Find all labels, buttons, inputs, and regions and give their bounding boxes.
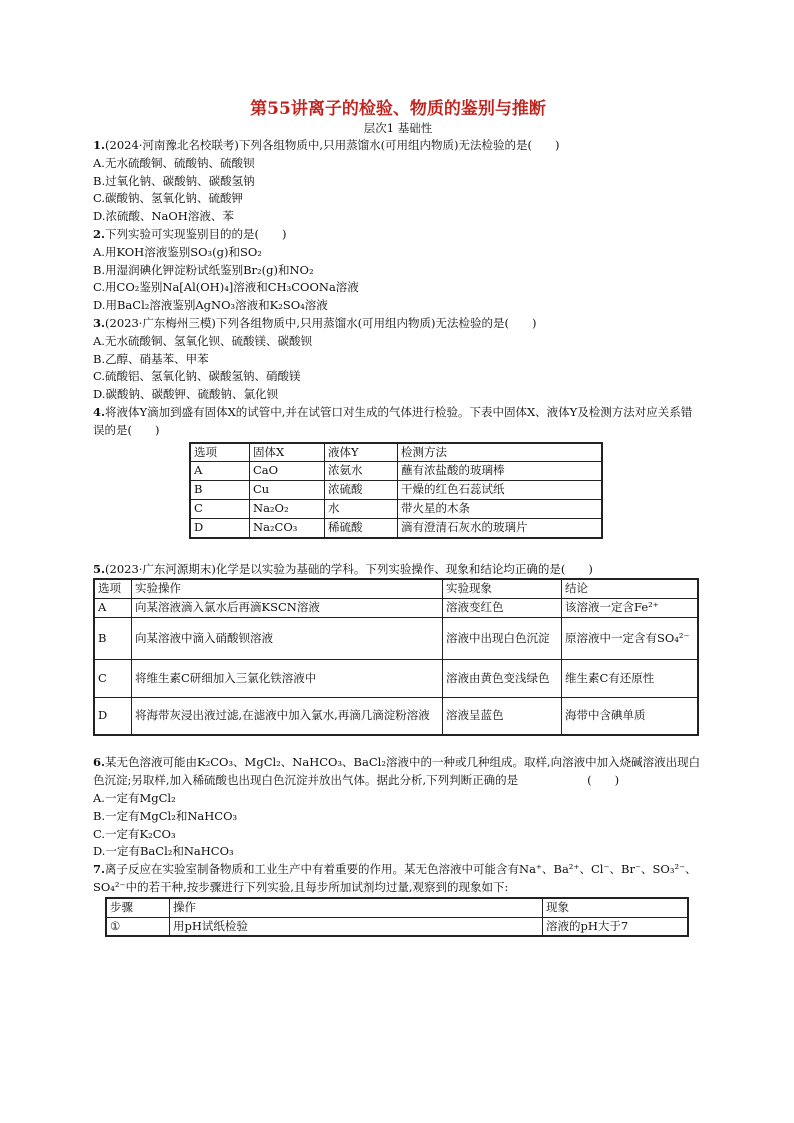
option-a: A.用KOH溶液鉴别SO₃(g)和SO₂ (93, 244, 262, 259)
table-cell: 该溶液一定含Fe²⁺ (562, 599, 699, 618)
table-header-cell: 液体Y (325, 443, 398, 462)
document-page (93, 98, 703, 937)
question-number: 7. (93, 862, 106, 877)
table-cell: 海带中含碘单质 (562, 697, 699, 735)
question-5 (93, 561, 703, 737)
question-stem: 下列实验可实现鉴别目的的是( ) (105, 226, 287, 241)
question-number: 1. (93, 138, 106, 152)
table-row (94, 697, 698, 735)
question-stem: 某无色溶液可能由K₂CO₃、MgCl₂、NaHCO₃、BaCl₂溶液中的一种或几种组成。取样,向溶液中加入烧碱溶液出现白色沉淀;另取样,加入稀硫酸也出现白色沉淀并放出气体。据此分析,下列判断正确的是 ( ) (93, 755, 701, 788)
option-d: D.浓硫酸、NaOH溶液、苯 (93, 209, 234, 224)
question-stem: 将液体Y滴加到盛有固体X的试管中,并在试管口对生成的气体进行检验。下表中固体X、液体Y及检测方法对应关系错误的是( ) (93, 404, 693, 437)
table-cell: 蘸有浓盐酸的玻璃棒 (398, 462, 603, 481)
option-d: D.碳酸钠、碳酸钾、硫酸钠、氯化钡 (93, 387, 278, 402)
table-row (190, 518, 602, 537)
table-cell: D (94, 697, 132, 735)
table-header-cell: 步骤 (106, 898, 170, 917)
table-row (190, 462, 602, 481)
option-c: C.碳酸钠、氢氧化钠、硫酸钾 (93, 191, 244, 206)
question-number: 2. (93, 226, 106, 241)
question-number: 3. (93, 315, 106, 330)
table-cell: 溶液变红色 (443, 599, 562, 618)
question-6 (93, 754, 703, 861)
option-a: A.无水硫酸铜、氢氧化钡、硫酸镁、碳酸钡 (93, 333, 312, 348)
table-cell: 浓硫酸 (325, 481, 398, 500)
question-number: 5. (93, 561, 106, 576)
table-header-row (190, 443, 602, 462)
option-d: D.用BaCl₂溶液鉴别AgNO₃溶液和K₂SO₄溶液 (93, 298, 328, 313)
option-d: D.一定有BaCl₂和NaHCO₃ (93, 844, 234, 859)
table-header-cell: 选项 (94, 579, 132, 598)
page-subtitle: 层次1 基础性 (363, 121, 433, 135)
table-header-cell: 操作 (170, 898, 543, 917)
question-number: 6. (93, 755, 106, 770)
table-cell: 溶液的pH大于7 (543, 917, 689, 936)
table-q5 (93, 578, 699, 736)
table-header-cell: 实验操作 (132, 579, 443, 598)
table-cell: A (190, 462, 250, 481)
table-cell: 稀硫酸 (325, 518, 398, 537)
table-cell: A (94, 599, 132, 618)
table-header-row (94, 579, 698, 598)
spacer (93, 539, 703, 561)
table-cell: B (190, 481, 250, 500)
option-c: C.硫酸铝、氢氧化钠、碳酸氢钠、硝酸镁 (93, 369, 301, 384)
table-cell: 水 (325, 499, 398, 518)
option-c: C.用CO₂鉴别Na[Al(OH)₄]溶液和CH₃COONa溶液 (93, 280, 359, 295)
table-cell: 向某溶液中滴入硝酸钡溶液 (132, 617, 443, 659)
table-cell: Na₂CO₃ (250, 518, 325, 537)
table-cell: 用pH试纸检验 (170, 917, 543, 936)
question-2 (93, 226, 703, 315)
table-header-cell: 结论 (562, 579, 699, 598)
table-cell: 干燥的红色石蕊试纸 (398, 481, 603, 500)
table-header-row (106, 898, 688, 917)
option-a: A.一定有MgCl₂ (93, 791, 176, 806)
table-cell: 原溶液中一定含有SO₄²⁻ (562, 617, 699, 659)
table-header-cell: 实验现象 (443, 579, 562, 598)
table-cell: 溶液中出现白色沉淀 (443, 617, 562, 659)
question-4 (93, 404, 703, 539)
question-1 (93, 137, 703, 226)
option-b: B.一定有MgCl₂和NaHCO₃ (93, 808, 238, 823)
table-cell: CaO (250, 462, 325, 481)
table-cell: B (94, 617, 132, 659)
table-row (106, 917, 688, 936)
table-cell: ① (106, 917, 170, 936)
table-header-cell: 选项 (190, 443, 250, 462)
question-stem: 离子反应在实验室制备物质和工业生产中有着重要的作用。某无色溶液中可能含有Na⁺、Ba²⁺、Cl⁻、Br⁻、SO₃²⁻、SO₄²⁻中的若干种,按步骤进行下列实验,且每步所加试剂均过量,观察到的现象如下: (93, 862, 697, 894)
table-row (94, 659, 698, 697)
table-row (94, 617, 698, 659)
table-cell: C (94, 659, 132, 697)
table-header-cell: 检测方法 (398, 443, 603, 462)
table-cell: 滴有澄清石灰水的玻璃片 (398, 518, 603, 537)
question-stem: (2023·广东河源期末)化学是以实验为基础的学科。下列实验操作、现象和结论均正确的是( ) (105, 561, 593, 576)
page-title: 第55讲离子的检验、物质的鉴别与推断 (250, 99, 546, 119)
question-number: 4. (93, 404, 106, 419)
question-7 (93, 861, 703, 937)
table-header-cell: 现象 (543, 898, 689, 917)
table-cell: 溶液由黄色变浅绿色 (443, 659, 562, 697)
table-cell: 带火星的木条 (398, 499, 603, 518)
option-a: A.无水硫酸铜、硫酸钠、硫酸钡 (93, 155, 255, 170)
table-row (190, 499, 602, 518)
table-cell: C (190, 499, 250, 518)
question-3 (93, 315, 703, 404)
table-row (94, 599, 698, 618)
option-b: B.用湿润碘化钾淀粉试纸鉴别Br₂(g)和NO₂ (93, 262, 314, 277)
option-c: C.一定有K₂CO₃ (93, 826, 176, 841)
question-stem: (2023·广东梅州三模)下列各组物质中,只用蒸馏水(可用组内物质)无法检验的是( ) (105, 315, 537, 330)
spacer (93, 736, 703, 754)
question-stem: (2024·河南豫北名校联考)下列各组物质中,只用蒸馏水(可用组内物质)无法检验的是( ) (105, 138, 560, 152)
table-cell: 溶液呈蓝色 (443, 697, 562, 735)
table-header-cell: 固体X (250, 443, 325, 462)
option-b: B.乙醇、硝基苯、甲苯 (93, 351, 209, 366)
table-cell: 将海带灰浸出液过滤,在滤液中加入氯水,再滴几滴淀粉溶液 (132, 697, 443, 735)
option-b: B.过氧化钠、碳酸钠、碳酸氢钠 (93, 173, 255, 188)
table-cell: 向某溶液滴入氯水后再滴KSCN溶液 (132, 599, 443, 618)
table-cell: Na₂O₂ (250, 499, 325, 518)
table-cell: D (190, 518, 250, 537)
table-q4 (189, 442, 603, 539)
table-cell: 将维生素C研细加入三氯化铁溶液中 (132, 659, 443, 697)
table-cell: 浓氨水 (325, 462, 398, 481)
table-cell: 维生素C有还原性 (562, 659, 699, 697)
table-cell: Cu (250, 481, 325, 500)
table-row (190, 481, 602, 500)
table-q7 (105, 897, 689, 938)
